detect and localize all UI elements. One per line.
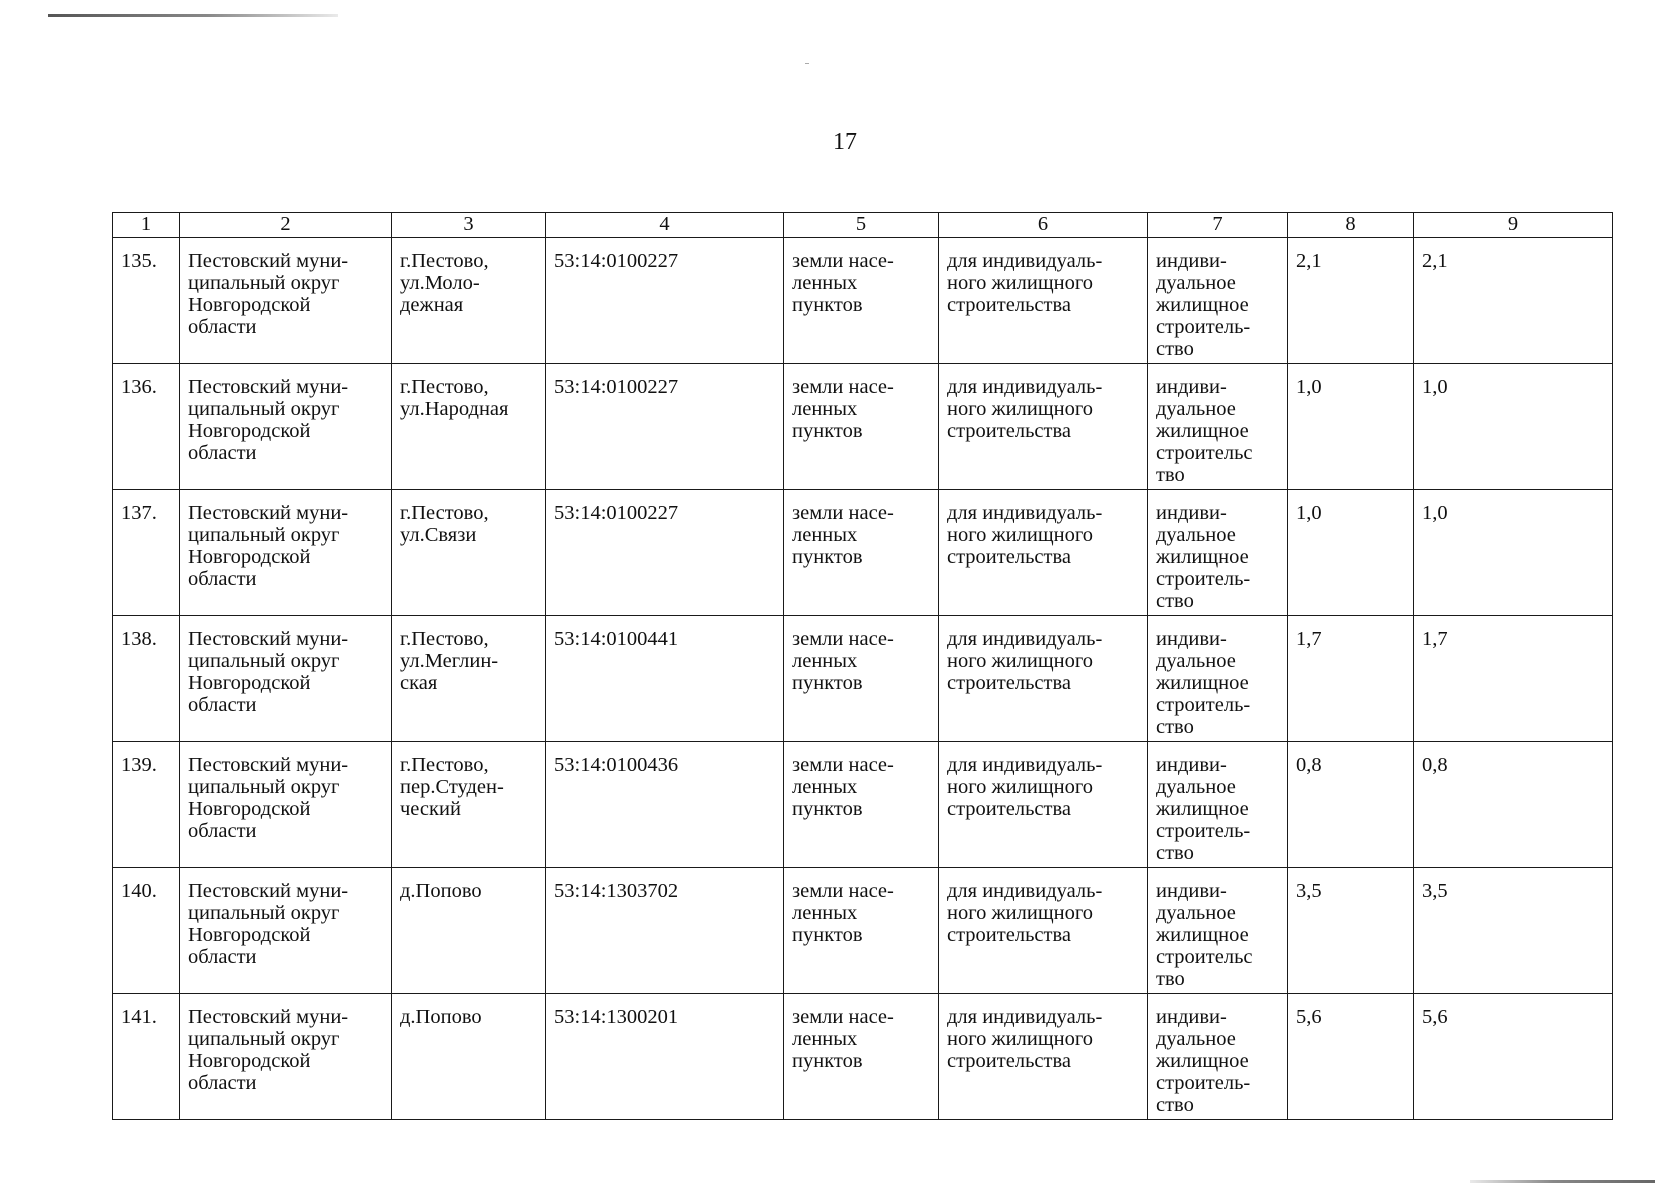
permitted-use-cell: для индивидуаль- ного жилищного строительства xyxy=(939,490,1148,616)
owner-cell: Пестовский муни- ципальный округ Новгородской области xyxy=(180,994,392,1120)
column-header: 5 xyxy=(784,213,939,238)
address-cell: д.Попово xyxy=(392,994,546,1120)
address-cell: д.Попово xyxy=(392,868,546,994)
land-category-cell: земли насе- ленных пунктов xyxy=(784,490,939,616)
scan-artifact-bottom xyxy=(1470,1180,1655,1183)
owner-cell: Пестовский муни- ципальный округ Новгородской области xyxy=(180,868,392,994)
column-header: 9 xyxy=(1414,213,1613,238)
area-cell: 1,7 xyxy=(1414,616,1613,742)
column-header: 3 xyxy=(392,213,546,238)
permitted-use-cell: для индивидуаль- ного жилищного строительства xyxy=(939,868,1148,994)
address-cell: г.Пестово, ул.Связи xyxy=(392,490,546,616)
cadastral-number-cell: 53:14:0100227 xyxy=(546,490,784,616)
owner-cell: Пестовский муни- ципальный округ Новгородской области xyxy=(180,742,392,868)
area-cell: 3,5 xyxy=(1414,868,1613,994)
column-number-row xyxy=(113,213,1613,238)
purpose-cell: индиви- дуальное жилищное строитель- ство xyxy=(1148,238,1288,364)
land-category-cell: земли насе- ленных пунктов xyxy=(784,994,939,1120)
land-category-cell: земли насе- ленных пунктов xyxy=(784,616,939,742)
row-number: 141. xyxy=(113,994,180,1120)
cadastral-number-cell: 53:14:0100227 xyxy=(546,364,784,490)
purpose-cell: индиви- дуальное жилищное строитель- ство xyxy=(1148,616,1288,742)
area-cell: 2,1 xyxy=(1414,238,1613,364)
owner-cell: Пестовский муни- ципальный округ Новгородской области xyxy=(180,238,392,364)
permitted-use-cell: для индивидуаль- ного жилищного строительства xyxy=(939,742,1148,868)
area-cell: 5,6 xyxy=(1414,994,1613,1120)
table-row xyxy=(113,994,1613,1120)
column-header: 8 xyxy=(1288,213,1414,238)
area-cell: 1,0 xyxy=(1414,364,1613,490)
scan-artifact-top xyxy=(48,14,338,17)
cadastral-number-cell: 53:14:1300201 xyxy=(546,994,784,1120)
area-cell: 1,0 xyxy=(1288,490,1414,616)
land-category-cell: земли насе- ленных пунктов xyxy=(784,742,939,868)
area-cell: 1,7 xyxy=(1288,616,1414,742)
owner-cell: Пестовский муни- ципальный округ Новгородской области xyxy=(180,490,392,616)
row-number: 138. xyxy=(113,616,180,742)
table-row xyxy=(113,742,1613,868)
purpose-cell: индиви- дуальное жилищное строитель- ство xyxy=(1148,742,1288,868)
cadastral-number-cell: 53:14:0100436 xyxy=(546,742,784,868)
purpose-cell: индиви- дуальное жилищное строительс тво xyxy=(1148,364,1288,490)
area-cell: 1,0 xyxy=(1288,364,1414,490)
column-header: 4 xyxy=(546,213,784,238)
row-number: 136. xyxy=(113,364,180,490)
area-cell: 0,8 xyxy=(1414,742,1613,868)
address-cell: г.Пестово, ул.Моло- дежная xyxy=(392,238,546,364)
owner-cell: Пестовский муни- ципальный округ Новгородской области xyxy=(180,616,392,742)
land-plot-table xyxy=(112,212,1613,1120)
cadastral-number-cell: 53:14:0100227 xyxy=(546,238,784,364)
address-cell: г.Пестово, ул.Меглин- ская xyxy=(392,616,546,742)
scan-artifact-dot xyxy=(805,63,809,64)
land-category-cell: земли насе- ленных пунктов xyxy=(784,364,939,490)
area-cell: 5,6 xyxy=(1288,994,1414,1120)
land-category-cell: земли насе- ленных пунктов xyxy=(784,868,939,994)
row-number: 135. xyxy=(113,238,180,364)
permitted-use-cell: для индивидуаль- ного жилищного строительства xyxy=(939,238,1148,364)
cadastral-number-cell: 53:14:1303702 xyxy=(546,868,784,994)
purpose-cell: индиви- дуальное жилищное строительс тво xyxy=(1148,868,1288,994)
land-category-cell: земли насе- ленных пунктов xyxy=(784,238,939,364)
area-cell: 0,8 xyxy=(1288,742,1414,868)
table-row xyxy=(113,238,1613,364)
table-row xyxy=(113,616,1613,742)
purpose-cell: индиви- дуальное жилищное строитель- ство xyxy=(1148,490,1288,616)
address-cell: г.Пестово, ул.Народная xyxy=(392,364,546,490)
permitted-use-cell: для индивидуаль- ного жилищного строительства xyxy=(939,364,1148,490)
purpose-cell: индиви- дуальное жилищное строитель- ство xyxy=(1148,994,1288,1120)
table-row xyxy=(113,868,1613,994)
column-header: 6 xyxy=(939,213,1148,238)
permitted-use-cell: для индивидуаль- ного жилищного строительства xyxy=(939,994,1148,1120)
page-number: 17 xyxy=(833,129,857,155)
row-number: 137. xyxy=(113,490,180,616)
permitted-use-cell: для индивидуаль- ного жилищного строительства xyxy=(939,616,1148,742)
area-cell: 1,0 xyxy=(1414,490,1613,616)
column-header: 1 xyxy=(113,213,180,238)
address-cell: г.Пестово, пер.Студен- ческий xyxy=(392,742,546,868)
row-number: 139. xyxy=(113,742,180,868)
area-cell: 2,1 xyxy=(1288,238,1414,364)
area-cell: 3,5 xyxy=(1288,868,1414,994)
table-row xyxy=(113,490,1613,616)
owner-cell: Пестовский муни- ципальный округ Новгородской области xyxy=(180,364,392,490)
table-row xyxy=(113,364,1613,490)
cadastral-number-cell: 53:14:0100441 xyxy=(546,616,784,742)
column-header: 2 xyxy=(180,213,392,238)
row-number: 140. xyxy=(113,868,180,994)
column-header: 7 xyxy=(1148,213,1288,238)
